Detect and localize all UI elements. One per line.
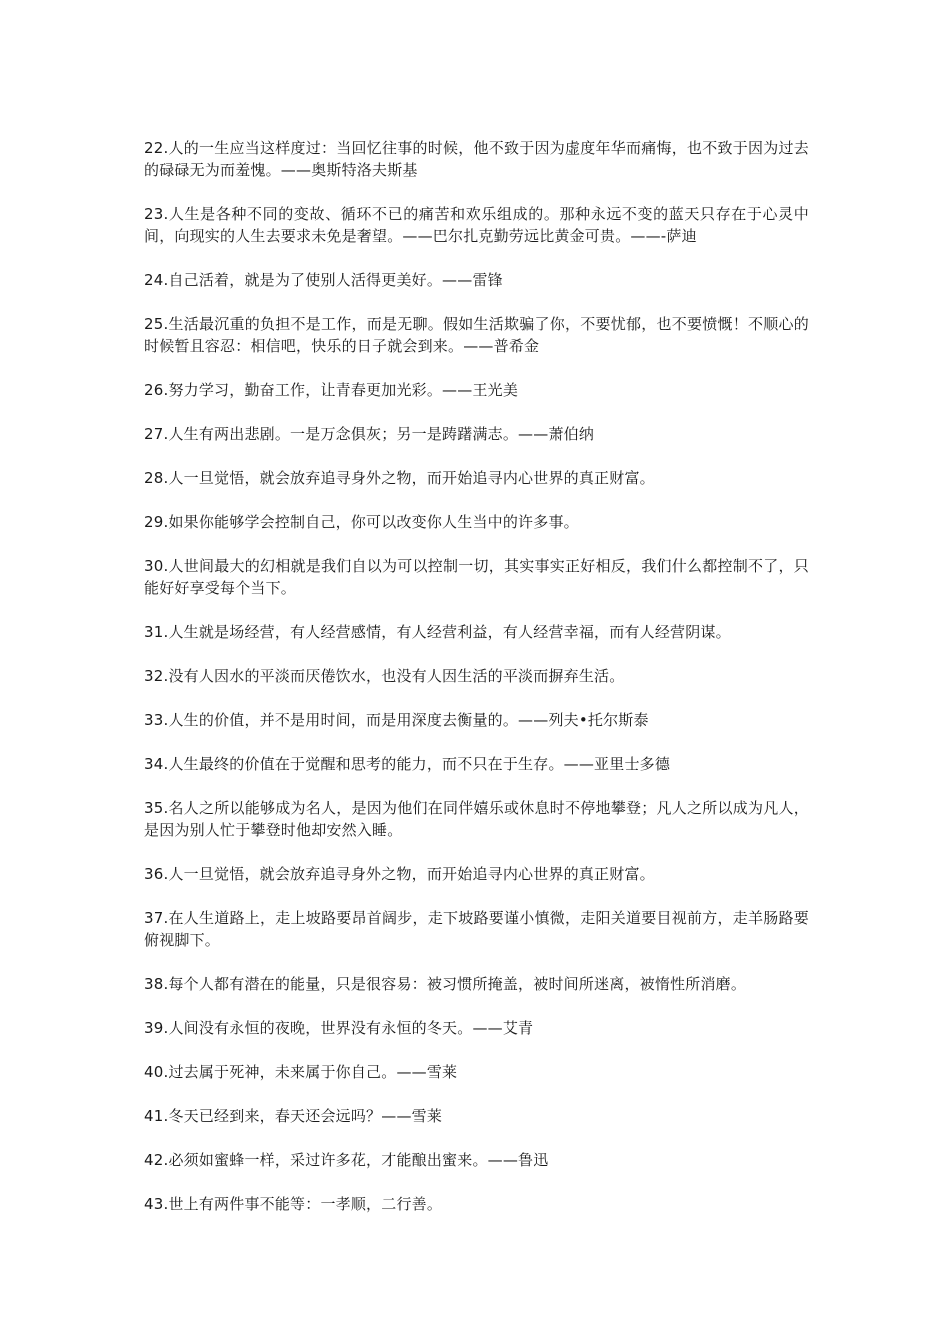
- quote-item: 30.人世间最大的幻相就是我们自以为可以控制一切，其实事实正好相反，我们什么都控制不了，只能好好享受每个当下。: [144, 557, 809, 597]
- quote-item: 42.必须如蜜蜂一样，采过许多花，才能酿出蜜来。——鲁迅: [144, 1151, 549, 1169]
- quote-item: 25.生活最沉重的负担不是工作，而是无聊。假如生活欺骗了你，不要忧郁，也不要愤慨！不顺心的时候暂且容忍：相信吧，快乐的日子就会到来。——普希金: [144, 315, 809, 355]
- quote-item: 24.自己活着，就是为了使别人活得更美好。——雷锋: [144, 271, 503, 289]
- quote-item: 39.人间没有永恒的夜晚，世界没有永恒的冬天。——艾青: [144, 1019, 534, 1037]
- quote-item: 29.如果你能够学会控制自己，你可以改变你人生当中的许多事。: [144, 513, 579, 531]
- quote-item: 41.冬天已经到来，春天还会远吗？——雪莱: [144, 1107, 443, 1125]
- quote-item: 40.过去属于死神，未来属于你自己。——雪莱: [144, 1063, 458, 1081]
- quote-item: 35.名人之所以能够成为名人，是因为他们在同伴嬉乐或休息时不停地攀登；凡人之所以成为凡人，是因为别人忙于攀登时他却安然入睡。: [144, 799, 809, 839]
- quote-list: [144, 137, 809, 1237]
- quote-item: 27.人生有两出悲剧。一是万念俱灰；另一是踌躇满志。——萧伯纳: [144, 425, 595, 443]
- quote-item: 28.人一旦觉悟，就会放弃追寻身外之物，而开始追寻内心世界的真正财富。: [144, 469, 655, 487]
- quote-item: 36.人一旦觉悟，就会放弃追寻身外之物，而开始追寻内心世界的真正财富。: [144, 865, 655, 883]
- quote-item: 32.没有人因水的平淡而厌倦饮水，也没有人因生活的平淡而摒弃生活。: [144, 667, 625, 685]
- quote-item: 37.在人生道路上，走上坡路要昂首阔步，走下坡路要谨小慎微，走阳关道要目视前方，走羊肠路要俯视脚下。: [144, 909, 809, 949]
- quote-item: 31.人生就是场经营，有人经营感情，有人经营利益，有人经营幸福，而有人经营阴谋。: [144, 623, 731, 641]
- quote-item: 23.人生是各种不同的变故、循环不已的痛苦和欢乐组成的。那种永远不变的蓝天只存在于心灵中间，向现实的人生去要求未免是奢望。——巴尔扎克勤劳远比黄金可贵。——-萨迪: [144, 205, 809, 245]
- quote-item: 34.人生最终的价值在于觉醒和思考的能力，而不只在于生存。——亚里士多德: [144, 755, 671, 773]
- quote-item: 22.人的一生应当这样度过：当回忆往事的时候，他不致于因为虚度年华而痛悔，也不致于因为过去的碌碌无为而羞愧。——奥斯特洛夫斯基: [144, 139, 809, 179]
- quote-item: 26.努力学习，勤奋工作，让青春更加光彩。——王光美: [144, 381, 519, 399]
- quote-item: 43.世上有两件事不能等：一孝顺，二行善。: [144, 1195, 443, 1213]
- quote-item: 38.每个人都有潜在的能量，只是很容易：被习惯所掩盖，被时间所迷离，被惰性所消磨。: [144, 975, 747, 993]
- quote-item: 33.人生的价值，并不是用时间，而是用深度去衡量的。——列夫•托尔斯泰: [144, 711, 649, 729]
